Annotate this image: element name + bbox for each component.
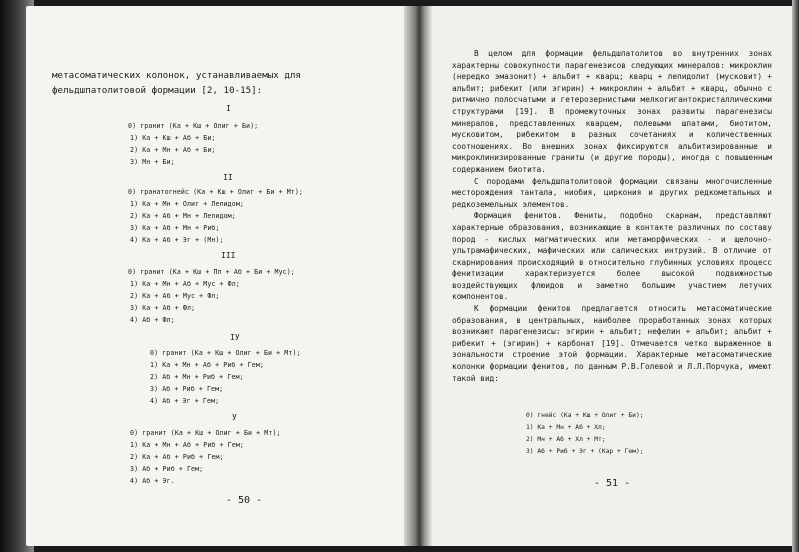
formula-line: 3) Аб + Риб + Гем;	[150, 385, 224, 393]
formula-line: 3) Аб + Риб + Эг + (Кар + Гем);	[526, 448, 644, 455]
formula-line: 2) Кa + Аб + Риб + Гем;	[130, 453, 224, 461]
formula-line: 1) Кa + Мн + Аб + Риб + Гем;	[150, 361, 264, 369]
formula-line: 0) гранит (Кa + Кш + Пл + Аб + Би + Мус);	[128, 268, 295, 276]
formula-line: 1) Кa + Мн + Олиг + Лепидом;	[130, 200, 244, 208]
section-number: III	[221, 251, 236, 260]
formula-line: 2) Кa + Аб + Мус + Фл;	[130, 292, 220, 300]
formula-line: 1) Кa + Мн + Аб + Мус + Фл;	[130, 280, 240, 288]
left-intro-text: метасоматических колонок, устанавливаемых для фельдшпатолитовой формации [2, 10-15]:	[52, 70, 301, 96]
formula-line: 0) гранатогнейс (Кa + Кш + Олиг + Би + Мт);	[128, 188, 303, 196]
formula-line: 2) Аб + Мн + Риб + Гем;	[150, 373, 244, 381]
formula-line: 2) Кa + Аб + Мн + Лепидом;	[130, 212, 236, 220]
formula-line: 0) гранит (Кa + Кш + Олиг + Би + Мт);	[130, 429, 281, 437]
formula-line: 3) Аб + Риб + Гем;	[130, 465, 204, 473]
section-number: II	[223, 173, 233, 182]
formula-line: 4) Аб + Фл;	[130, 316, 175, 324]
formula-line: 4) Аб + Эг + Гем;	[150, 397, 220, 405]
section-number: IУ	[230, 333, 240, 342]
formula-line: 1) Кa + Кш + Аб + Би;	[130, 134, 216, 142]
formula-line: 4) Кa + Аб + Эг + (Мн);	[130, 236, 224, 244]
formula-line: 4) Аб + Эг.	[130, 477, 175, 485]
formula-line: 1) Кa + Мн + Аб + Хл;	[526, 424, 606, 431]
paragraph: В целом для формации фельдшпатолитов во внутренних зонах характерны совокупности парагенезисов следующих минералов: микроклин (нередко эмазонит) + альбит + кварц; кварц + лепидолит (мусковит) + альбит; рибекит (или эгирин) + микроклин + альбит + кварц, обычно с ритмично полосчатыми и гетерозернистыми мелкогигантокристаллическими структурами [19]. В промежуточных зонах развиты парагенезисы минералов, представленных кварцем, полевыми шпатами, биотитом, мусковитом, рибекитом в разных сочетаниях и количественных соотношениях. Во внешних зонах фиксируются альбитизированные и микроклинизированные граниты (и другие породы), иногда с повышенным содержанием биотита.	[452, 49, 772, 174]
right-page-number: - 51 -	[594, 478, 631, 489]
formula-line: 3) Мн + Би;	[130, 158, 175, 166]
paragraph: С породами фельдшпатолитовой формации связаны многочисленные месторождения тантала, ниобия, циркония и других редкометальных и редкоземельных элементов.	[452, 176, 772, 209]
formula-line: 3) Кa + Аб + Фл;	[130, 304, 196, 312]
section-number: У	[232, 413, 237, 422]
paragraph: Формация фенитов. Фениты, подобно скарнам, представляют характерные образования, возникающие в контакте различных по составу пород - кислых магматических или метаморфических - и щелочно-ультрамафических, мафических или салических интрузий. В отличие от скарнирования происходящий в относительно глубинных условиях процесс фенитизации характеризуется более высокой подвижностью воздействующих флюидов и заметно большим участием летучих компонентов.	[452, 211, 772, 302]
paragraph: К формации фенитов предлагается относить метасоматические образования, в центральных, наиболее проработанных зонах которых возникают парагенезисы: эгирин + альбит; нефелин + альбит; альбит + рибекит + (эгирин) + карбонат [19]. Отмечается четко выраженное в зональности строение этой формации. Характерные метасоматические колонки формации фенитов, по данным Р.В.Голевой и Л.Л.Порчука, имеют такой вид:	[452, 304, 772, 383]
section-number: I	[226, 104, 231, 113]
formula-line: 1) Кa + Мн + Аб + Риб + Гем;	[130, 441, 244, 449]
formula-line: 2) Мн + Аб + Хл + Мт;	[526, 436, 606, 443]
formula-line: 3) Кa + Аб + Мн + Риб;	[130, 224, 220, 232]
formula-line: 0) гнейс (Кa + Кш + Олиг + Би);	[526, 412, 644, 419]
formula-line: 0) гранит (Кa + Кш + Олиг + Би + Мт);	[150, 349, 301, 357]
formula-line: 2) Кa + Мн + Аб + Би;	[130, 146, 216, 154]
left-page-number: - 50 -	[226, 495, 263, 506]
right-body-text	[452, 48, 772, 384]
formula-line: 0) гранит (Кa + Кш + Олиг + Би);	[128, 122, 259, 130]
